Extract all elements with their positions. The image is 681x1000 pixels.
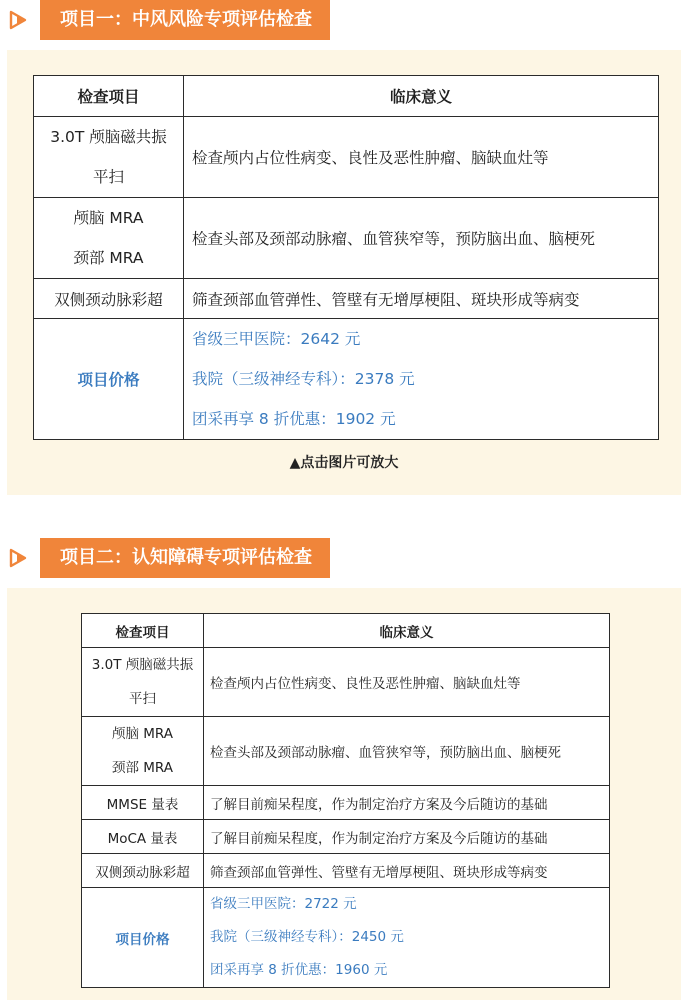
click-to-zoom-hint[interactable]: ▲点击图片可放大 [289,455,399,471]
exam-item: 双侧颈动脉彩超 [82,854,204,888]
clinical-meaning: 了解目前痴呆程度，作为制定治疗方案及今后随访的基础 [204,820,610,854]
exam-item [82,648,204,717]
section2-panel [7,588,681,1000]
clinical-meaning: 检查颅内占位性病变、良性及恶性肿瘤、脑缺血灶等 [184,117,659,198]
exam-item [34,198,184,279]
table-row [82,820,610,854]
clinical-meaning: 筛查颈部血管弹性、管壁有无增厚梗阻、斑块形成等病变 [204,854,610,888]
table-row [82,854,610,888]
price-list [204,888,610,988]
column-header-meaning: 临床意义 [184,76,659,117]
section2-title: 项目二：认知障碍专项评估检查 [40,538,330,578]
exam-item-line: 平扫 [129,691,156,707]
clinical-meaning: 检查颅内占位性病变、良性及恶性肿瘤、脑缺血灶等 [204,648,610,717]
section2-table[interactable] [81,613,610,988]
price-our-hospital: 我院（三级神经专科）：2378 元 [192,370,415,388]
section1-panel [7,50,681,495]
table-row [82,786,610,820]
column-header-meaning: 临床意义 [204,614,610,648]
exam-item-line: 3.0T 颅脑磁共振 [50,128,167,146]
exam-item-line: 颈部 MRA [73,249,144,267]
price-row [82,888,610,988]
section1-table [33,75,659,440]
table-row [82,648,610,717]
price-row [34,319,659,440]
price-list [184,319,659,440]
table-row [34,117,659,198]
table-header-row [34,76,659,117]
exam-item: 双侧颈动脉彩超 [34,279,184,319]
section1-title: 项目一：中风风险专项评估检查 [40,0,330,40]
table-row [82,717,610,786]
exam-item: MMSE 量表 [82,786,204,820]
play-arrow-icon [8,9,34,31]
exam-item-line: 颅脑 MRA [111,726,173,742]
exam-item: MoCA 量表 [82,820,204,854]
column-header-item: 检查项目 [34,76,184,117]
clinical-meaning: 检查头部及颈部动脉瘤、血管狭窄等，预防脑出血、脑梗死 [204,717,610,786]
clinical-meaning: 检查头部及颈部动脉瘤、血管狭窄等，预防脑出血、脑梗死 [184,198,659,279]
exam-item [34,117,184,198]
price-group-discount: 团采再享 8 折优惠：1902 元 [192,410,396,428]
price-label: 项目价格 [82,888,204,988]
column-header-item: 检查项目 [82,614,204,648]
table-row [34,279,659,319]
exam-item-line: 平扫 [92,168,124,186]
section2-header [0,538,681,578]
play-arrow-icon [8,547,34,569]
price-our-hospital: 我院（三级神经专科）：2450 元 [210,929,404,945]
exam-item-line: 颅脑 MRA [73,209,144,227]
price-label: 项目价格 [34,319,184,440]
exam-item [82,717,204,786]
clinical-meaning: 筛查颈部血管弹性、管壁有无增厚梗阻、斑块形成等病变 [184,279,659,319]
price-group-discount: 团采再享 8 折优惠：1960 元 [210,962,388,978]
table-row [34,198,659,279]
exam-item-line: 颈部 MRA [111,760,173,776]
price-provincial: 省级三甲医院：2642 元 [192,330,361,348]
table-header-row [82,614,610,648]
price-provincial: 省级三甲医院：2722 元 [210,896,357,912]
section1-header [0,0,681,40]
clinical-meaning: 了解目前痴呆程度，作为制定治疗方案及今后随访的基础 [204,786,610,820]
exam-item-line: 3.0T 颅脑磁共振 [91,657,194,673]
